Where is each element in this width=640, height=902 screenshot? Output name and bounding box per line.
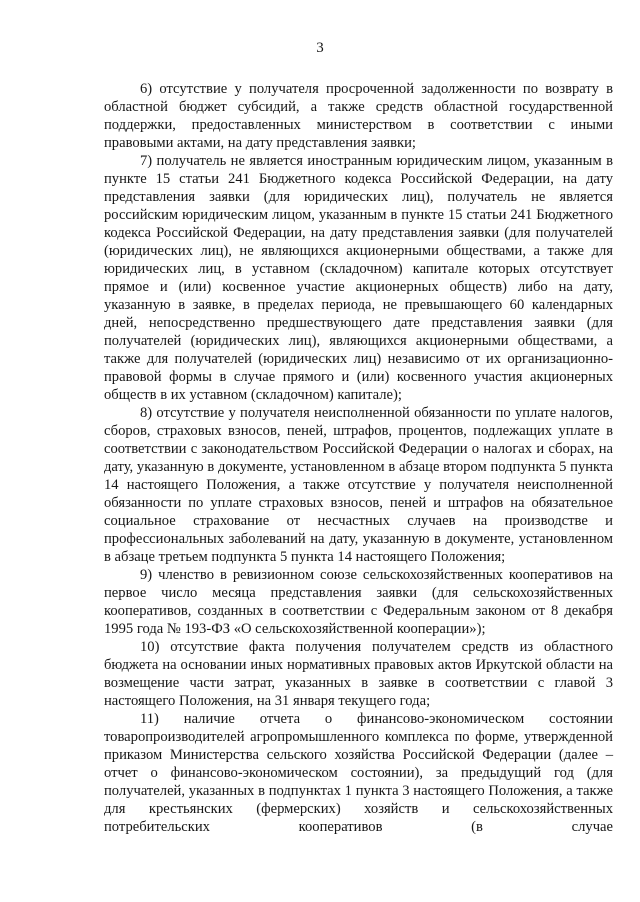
paragraph-item-6: 6) отсутствие у получателя просроченной задолженности по возврату в областной бюджет субсидий, а также средств областной государственной поддержки, предоставленных министерством в соответствии с иными правовыми актами, на дату представления заявки; xyxy=(104,81,613,151)
page-number: 3 xyxy=(316,40,324,56)
paragraph-item-8: 8) отсутствие у получателя неисполненной обязанности по уплате налогов, сборов, страховых взносов, пеней, штрафов, процентов, подлежащих уплате в соответствии с законодательством Российской Федерации о налогах и сборах, на дату, указанную в документе, установленном в абзаце втором подпункта 5 пункта 14 настоящего Положения, а также отсутствие у получателя неисполненной обязанности по уплате страховых взносов, пеней и штрафов на обязательное социальное страхование от несчастных случаев на производстве и профессиональных заболеваний на дату, указанную в документе, установленном в абзаце третьем подпункта 5 пункта 14 настоящего Положения; xyxy=(104,405,613,565)
paragraph-item-10: 10) отсутствие факта получения получателем средств из областного бюджета на основании иных нормативных правовых актов Иркутской области на возмещение части затрат, указанных в заявке в соответствии с главой 3 настоящего Положения, на 31 января текущего года; xyxy=(104,639,613,709)
paragraph-item-9: 9) членство в ревизионном союзе сельскохозяйственных кооперативов на первое число месяца представления заявки (для сельскохозяйственных кооперативов, созданных в соответствии с Федеральным законом от 8 декабря 1995 года № 193-ФЗ «О сельскохозяйственной кооперации»); xyxy=(104,567,613,637)
document-body xyxy=(104,80,613,836)
paragraph-item-11: 11) наличие отчета о финансово-экономическом состоянии товаропроизводителей агропромышленного комплекса по форме, утвержденной приказом Министерства сельского хозяйства Российской Федерации (далее – отчет о финансово-экономическом состоянии), за предыдущий год (для получателей, указанных в подпунктах 1 пункта 3 настоящего Положения, а также для крестьянских (фермерских) хозяйств и сельскохозяйственных потребительских кооперативов (в случае xyxy=(104,711,613,835)
paragraph-item-7: 7) получатель не является иностранным юридическим лицом, указанным в пункте 15 статьи 241 Бюджетного кодекса Российской Федерации, на дату представления заявки (для юридических лиц), получатель не является российским юридическим лицом, указанным в пункте 15 статьи 241 Бюджетного кодекса Российской Федерации, на дату представления заявки (для получателей (юридических лиц), не являющихся акционерными обществами, а также для юридических лиц, в уставном (складочном) капитале которых отсутствует прямое и (или) косвенное участие акционерных обществ) либо на дату, указанную в заявке, в пределах периода, не превышающего 60 календарных дней, непосредственно предшествующего дате представления заявки (для получателей (юридических лиц), являющихся акционерными обществами, а также для получателей (юридических лиц) независимо от их организационно-правовой формы в случае прямого и (или) косвенного участия акционерных обществ в их уставном (складочном) капитале); xyxy=(104,153,613,403)
